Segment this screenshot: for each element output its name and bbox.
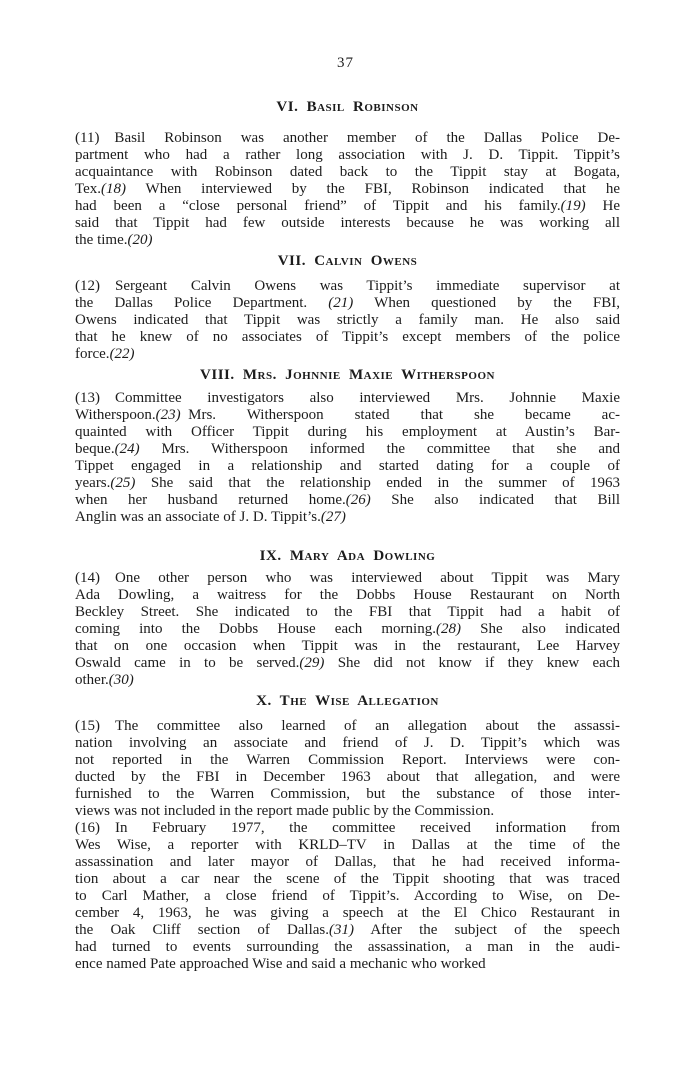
text-line: coming into the Dobbs House each morning.(28) She also indicated bbox=[75, 621, 620, 637]
text-line: (12) Sergeant Calvin Owens was Tippit’s immediate supervisor at bbox=[75, 278, 620, 294]
text-line: cember 4, 1963, he was giving a speech at the El Chico Restaurant in bbox=[75, 905, 620, 921]
citation-number: (25) bbox=[110, 475, 136, 491]
text-line: (14) One other person who was interviewed about Tippit was Mary bbox=[75, 570, 620, 586]
citation-number: (30) bbox=[108, 672, 134, 688]
citation-number: (21) bbox=[328, 295, 354, 311]
text-line: furnished to the Warren Commission, but the substance of those inter- bbox=[75, 786, 620, 802]
section bbox=[75, 366, 620, 526]
text-line: Beckley Street. She indicated to the FBI that Tippit had a habit of bbox=[75, 604, 620, 620]
text-line: the Dallas Police Department. (21) When questioned by the FBI, bbox=[75, 295, 620, 311]
text-line: Owens indicated that Tippit was strictly a family man. He also said bbox=[75, 312, 620, 328]
text-line: that on one occasion when Tippit was in the restaurant, Lee Harvey bbox=[75, 638, 620, 654]
text-line: ence named Pate approached Wise and said a mechanic who worked bbox=[75, 956, 486, 972]
section-heading: VIII. Mrs. Johnnie Maxie Witherspoon bbox=[200, 367, 495, 383]
text-line: (16) In February 1977, the committee received information from bbox=[75, 820, 620, 836]
text-line: ducted by the FBI in December 1963 about that allegation, and were bbox=[75, 769, 620, 785]
citation-number: (27) bbox=[320, 509, 346, 525]
text-line: Tex.(18) When interviewed by the FBI, Robinson indicated that he bbox=[75, 181, 620, 197]
text-line: other.(30) bbox=[75, 672, 134, 688]
citation-number: (26) bbox=[345, 492, 371, 508]
text-line: Wes Wise, a reporter with KRLD–TV in Dallas at the time of the bbox=[75, 837, 620, 853]
text-line: Anglin was an associate of J. D. Tippit’s.(27) bbox=[75, 509, 346, 525]
text-line: not reported in the Warren Commission Report. Interviews were con- bbox=[75, 752, 620, 768]
citation-number: (28) bbox=[435, 621, 461, 637]
citation-number: (29) bbox=[299, 655, 325, 671]
text-line: (11) Basil Robinson was another member of the Dallas Police De- bbox=[75, 130, 620, 146]
citation-number: (19) bbox=[560, 198, 586, 214]
section-heading: IX. Mary Ada Dowling bbox=[259, 548, 436, 564]
text-line: views was not included in the report made public by the Commission. bbox=[75, 803, 495, 819]
text-line: nation involving an associate and friend of J. D. Tippit’s which was bbox=[75, 735, 620, 751]
section bbox=[75, 692, 620, 973]
text-line: beque.(24) Mrs. Witherspoon informed the committee that she and bbox=[75, 441, 620, 457]
text-line: to Carl Mather, a close friend of Tippit’s. According to Wise, on De- bbox=[75, 888, 620, 904]
text-line: assassination and later mayor of Dallas, that he had received informa- bbox=[75, 854, 620, 870]
paragraph bbox=[75, 718, 620, 820]
section bbox=[75, 547, 620, 689]
citation-number: (24) bbox=[114, 441, 140, 457]
text-line: acquaintance with Robinson dated back to the Tippit stay at Bogata, bbox=[75, 164, 620, 180]
text-line: (15) The committee also learned of an allegation about the assassi- bbox=[75, 718, 620, 734]
text-line: tion about a car near the scene of the Tippit shooting that was traced bbox=[75, 871, 620, 887]
text-line: Witherspoon.(23) Mrs. Witherspoon stated that she became ac- bbox=[75, 407, 620, 423]
paragraph bbox=[75, 130, 620, 249]
text-line: that he knew of no associates of Tippit’s except members of the police bbox=[75, 329, 620, 345]
text-line: said that Tippit had few outside interests because he was working all bbox=[75, 215, 620, 231]
section-heading: VII. Calvin Owens bbox=[277, 253, 418, 269]
text-line: force.(22) bbox=[75, 346, 135, 362]
paragraph bbox=[75, 820, 620, 973]
document-body bbox=[75, 98, 620, 973]
text-line: when her husband returned home.(26) She also indicated that Bill bbox=[75, 492, 620, 508]
text-line: Tippet engaged in a relationship and started dating for a couple of bbox=[75, 458, 620, 474]
paragraph bbox=[75, 278, 620, 363]
text-line: had been a “close personal friend” of Tippit and his family.(19) He bbox=[75, 198, 620, 214]
section bbox=[75, 252, 620, 363]
citation-number: (20) bbox=[127, 232, 153, 248]
section bbox=[75, 98, 620, 249]
text-line: years.(25) She said that the relationship ended in the summer of 1963 bbox=[75, 475, 620, 491]
section-heading: VI. Basil Robinson bbox=[276, 99, 419, 115]
citation-number: (31) bbox=[329, 922, 355, 938]
text-line: the time.(20) bbox=[75, 232, 153, 248]
text-line: the Oak Cliff section of Dallas.(31) After the subject of the speech bbox=[75, 922, 621, 938]
text-line: Oswald came in to be served.(29) She did not know if they knew each bbox=[75, 655, 620, 671]
paragraph bbox=[75, 390, 620, 526]
citation-number: (23) bbox=[155, 407, 181, 423]
text-line: Ada Dowling, a waitress for the Dobbs House Restaurant on North bbox=[75, 587, 620, 603]
text-line: partment who had a rather long association with J. D. Tippit. Tippit’s bbox=[75, 147, 620, 163]
section-heading: X. The Wise Allegation bbox=[256, 693, 439, 709]
text-line: quainted with Officer Tippit during his employment at Austin’s Bar- bbox=[75, 424, 620, 440]
page-number: 37 bbox=[337, 55, 354, 71]
text-line: (13) Committee investigators also interviewed Mrs. Johnnie Maxie bbox=[75, 390, 620, 406]
citation-number: (18) bbox=[101, 181, 127, 197]
text-line: had turned to events surrounding the assassination, a man in the audi- bbox=[75, 939, 620, 955]
citation-number: (22) bbox=[109, 346, 135, 362]
paragraph bbox=[75, 570, 620, 689]
